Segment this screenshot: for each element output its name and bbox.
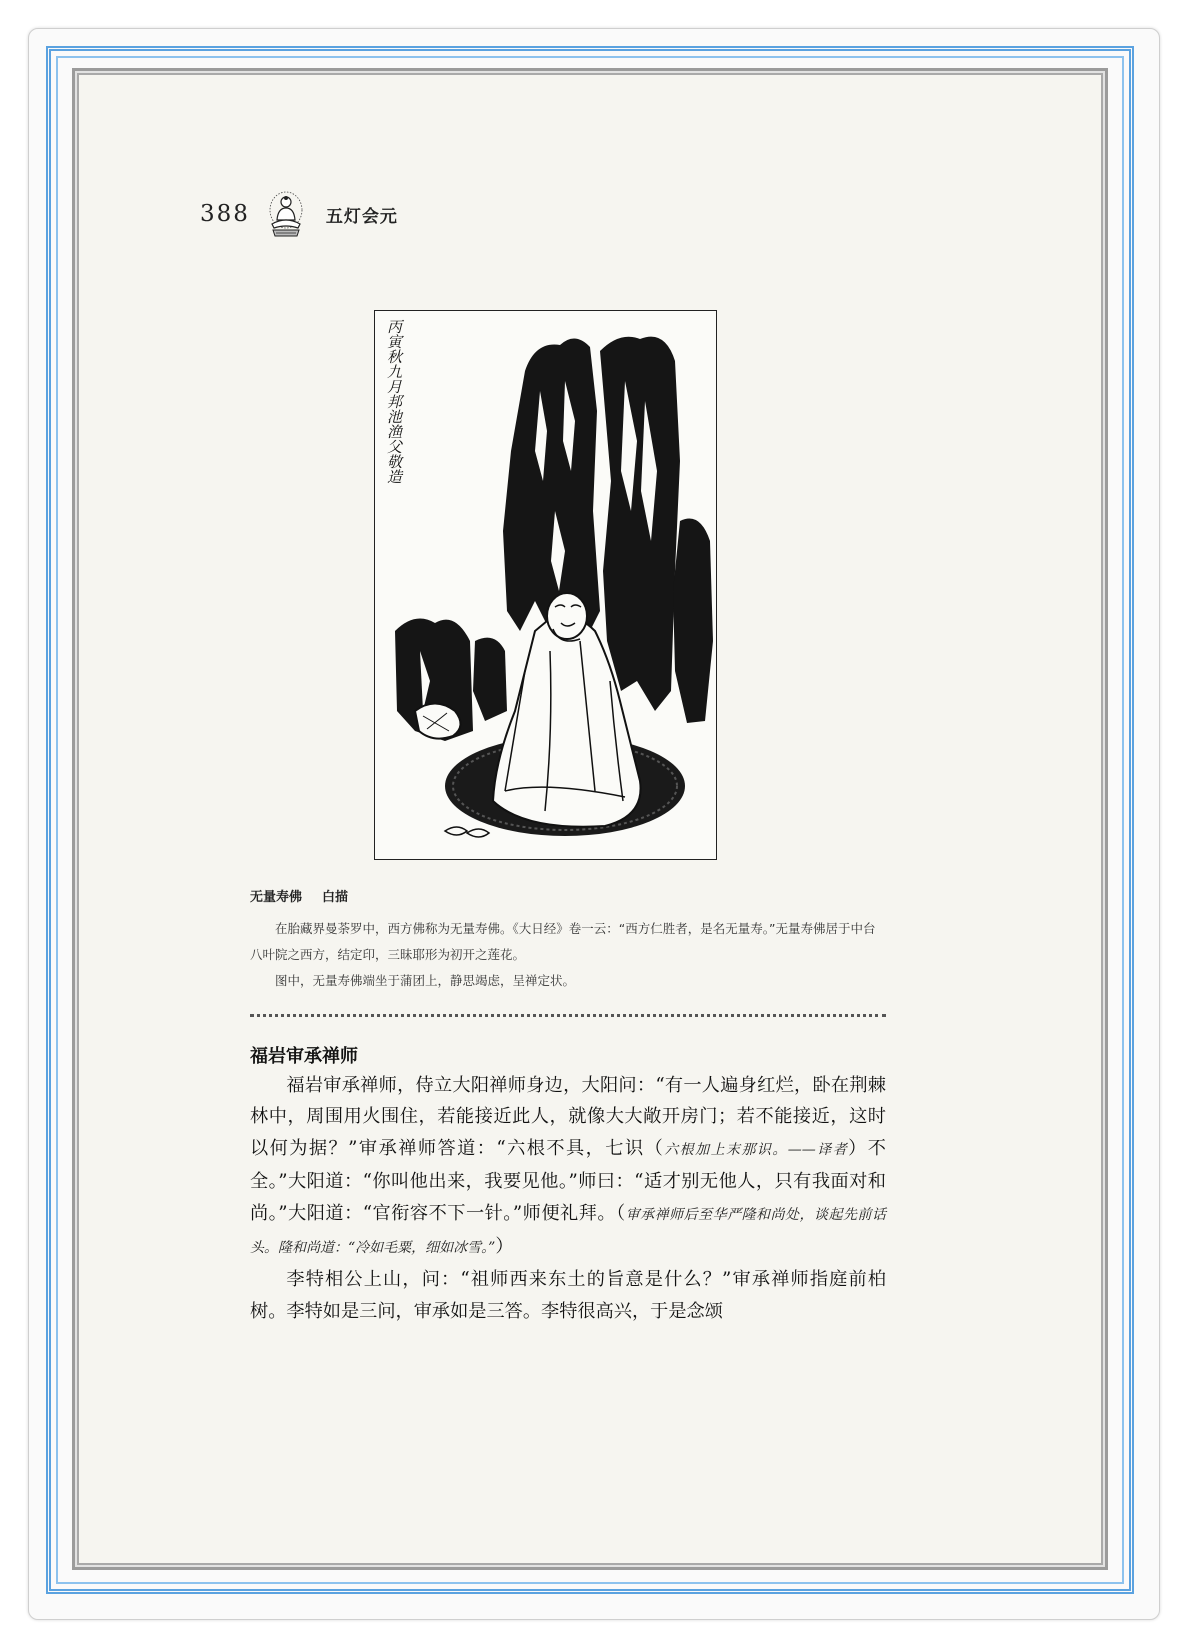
book-title: 五灯会元 xyxy=(325,206,398,227)
translator-note: 审承禅师后至华严隆和尚处，谈起先前话头。隆和尚道：“冷如毛粟，细如冰雪。” xyxy=(250,1206,886,1257)
illustration-inscription: 丙寅秋九月邦池渔父敬造 xyxy=(385,319,403,484)
page-header xyxy=(200,190,398,238)
caption-paragraph: 在胎藏界曼荼罗中，西方佛称为无量寿佛。《大日经》卷一云：“西方仁胜者，是名无量寿。”无量寿佛居于中台八叶院之西方，结定印，三昧耶形为初开之莲花。 xyxy=(250,921,876,962)
body-text-span: ） xyxy=(495,1236,514,1258)
body-text-span: 福岩审承禅师，侍立大阳禅师身边，大阳问：“有一人遍身红烂，卧在荆棘林中，周围用火围住，若能接近此人，就像大大敞开房门；若不能接近，这时以何为据？”审承禅师答道：“六根不具，七识（ xyxy=(250,1075,886,1159)
illustration xyxy=(374,310,717,860)
dotted-divider xyxy=(250,1014,886,1017)
body-paragraph: 李特相公上山，问：“祖师西来东土的旨意是什么？”审承禅师指庭前柏树。李特如是三问，审承如是三答。李特很高兴，于是念颂 xyxy=(250,1269,886,1322)
caption-title-text: 无量寿佛 xyxy=(250,890,303,905)
section-heading: 福岩审承禅师 xyxy=(250,1046,358,1067)
page-number: 388 xyxy=(200,201,250,227)
illustration-caption-body xyxy=(250,916,886,994)
caption-paragraph: 图中，无量寿佛端坐于蒲团上，静思竭虑，呈禅定状。 xyxy=(275,973,576,988)
translator-note: 六根加上末那识。——译者 xyxy=(664,1141,849,1158)
caption-style-text: 白描 xyxy=(322,890,349,905)
body-paragraph xyxy=(250,1070,886,1264)
body-text xyxy=(250,1070,886,1327)
body-text-span: ）不全。”大阳道：“你叫他出来，我要见他。”师曰：“适才别无他人，只有我面对和尚。”大阳道：“官衔容不下一针。”师便礼拜。（ xyxy=(250,1137,886,1224)
monk-ink-drawing xyxy=(375,311,717,860)
illustration-caption-title xyxy=(250,886,368,905)
buddha-emblem-icon xyxy=(264,190,308,238)
